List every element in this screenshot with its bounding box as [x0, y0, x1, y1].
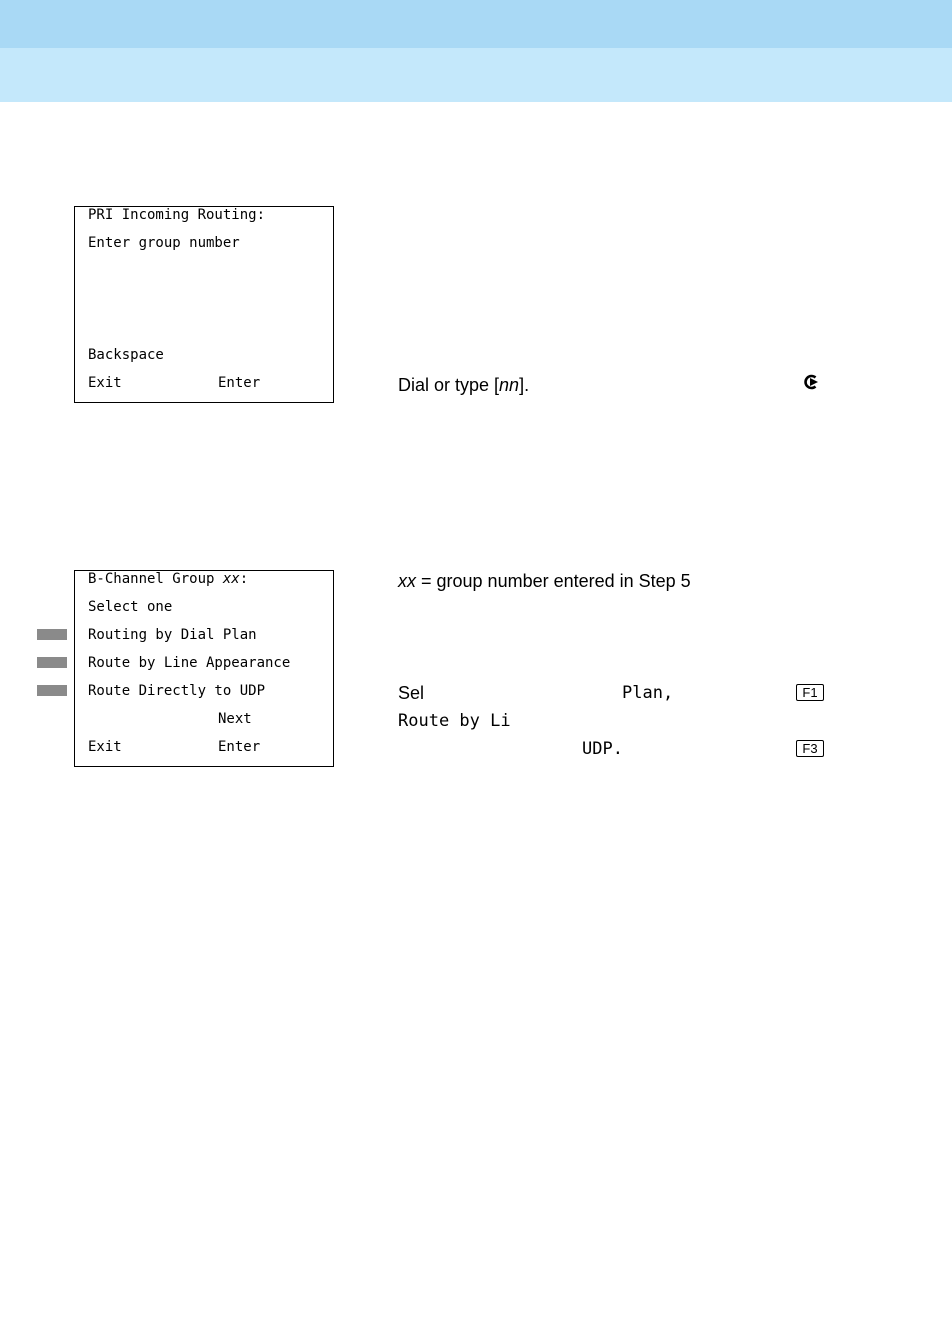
- instruction-plan-fragment: Plan,: [622, 683, 674, 703]
- f1-key-icon: F1: [796, 684, 824, 701]
- instruction-before: Dial or type [: [398, 375, 500, 395]
- option-route-by-line-appearance[interactable]: Route by Line Appearance: [88, 655, 291, 671]
- option1-selector-button[interactable]: [37, 629, 67, 640]
- backspace-softkey-label[interactable]: Backspace: [88, 347, 164, 363]
- option-routing-by-dial-plan[interactable]: Routing by Dial Plan: [88, 627, 257, 643]
- enter-softkey-label[interactable]: Enter: [218, 739, 261, 755]
- f3-key-icon: F3: [796, 740, 824, 757]
- option2-selector-button[interactable]: [37, 657, 67, 668]
- instruction-after: ].: [519, 375, 530, 395]
- display-screen-bchannel-group: [74, 570, 334, 767]
- enter-softkey-label[interactable]: Enter: [218, 375, 261, 391]
- title-variable: xx: [222, 571, 240, 587]
- title-prefix: B-Channel Group: [88, 571, 223, 587]
- note-text: = group number entered in Step 5: [416, 571, 691, 591]
- instruction-select-fragment: Sel: [398, 683, 425, 703]
- instruction-route-by-li-fragment: Route by Li: [398, 711, 511, 731]
- title-suffix: :: [239, 571, 249, 587]
- option3-selector-button[interactable]: [37, 685, 67, 696]
- header-band-top: [0, 0, 952, 48]
- screen-prompt: Enter group number: [88, 235, 240, 251]
- group-number-note: [398, 570, 691, 592]
- screen-prompt: Select one: [88, 599, 173, 615]
- instruction-udp-fragment: UDP.: [582, 739, 623, 759]
- display-screen-incoming-routing: [74, 206, 334, 403]
- return-arrow-icon: [801, 372, 821, 392]
- instruction-variable: nn: [499, 375, 520, 395]
- note-variable: xx: [398, 571, 416, 591]
- exit-softkey-label[interactable]: Exit: [88, 375, 122, 391]
- exit-softkey-label[interactable]: Exit: [88, 739, 122, 755]
- screen-title: [88, 571, 248, 587]
- next-softkey-label[interactable]: Next: [218, 711, 252, 727]
- instruction-dial-or-type: [398, 374, 529, 396]
- option-route-directly-to-udp[interactable]: Route Directly to UDP: [88, 683, 266, 699]
- screen-title: PRI Incoming Routing:: [88, 207, 266, 223]
- header-band-bottom: [0, 48, 952, 102]
